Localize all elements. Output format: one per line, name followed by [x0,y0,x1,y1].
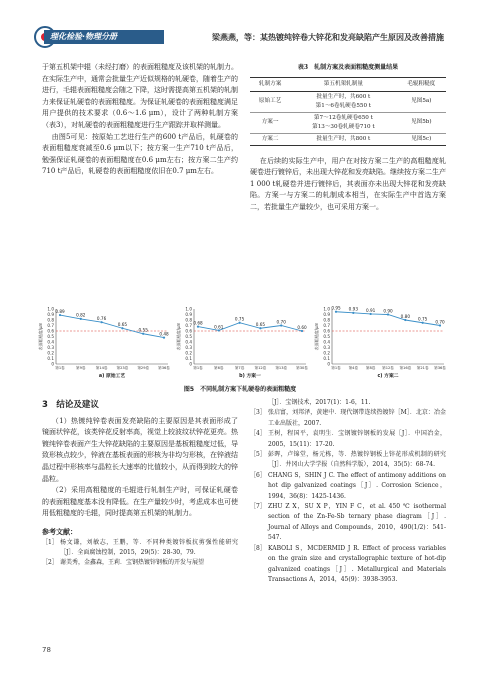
table-cell: 见图5b) [397,112,446,133]
reference-text: 王树，程国平，袁明生．宝钢镀锌钢板的发展［J］．中国冶金，2005，15(11)：17-20. [268,430,446,448]
table-cell-line: 第13～30卷轧硬卷710 t [312,123,375,130]
x-tick-label: 第12卷 [382,366,394,370]
data-point [197,326,199,328]
y-tick-label: 0.9 [323,312,330,317]
figure-5 [38,306,448,382]
x-tick-label: 第7卷 [234,366,245,370]
data-label: 0.60 [297,324,307,330]
table-cell [290,133,396,145]
y-tick-label: 0.6 [323,328,330,334]
data-point [259,327,261,329]
table-header: 第五机架轧制量 [290,77,396,91]
table-cell [290,112,396,133]
reference-text: 彭晖，卢锦堂，杨元栋，等．热镀锌钢板上锌花形成机制的研究［J］．井冈山大学学报（自然科学版），2014，35(5)：68-74. [268,451,446,469]
x-tick-label: 第14卷 [95,366,108,370]
y-tick-label: 1.0 [323,306,330,312]
y-tick-label: 0 [51,361,54,367]
table-caption: 表3 轧制方案及表面粗糙度测量结果 [297,64,399,71]
body-paragraph: （1）热镀纯锌卷表面发亮缺陷的主要原因是其表面形成了镜面状锌花，该类锌花反射率高，视觉上较波纹状锌花更亮。热镀纯锌卷表面产生大锌花缺陷的主要原因是基板粗糙度过低，导致形核点较少，锌液在基板表面的形核为非均匀形核，在锌液结晶过程中形核率与晶粒长大速率的比值较小，从而得到较大的锌晶粒。 [42,416,238,483]
y-tick-label: 0.2 [47,350,54,356]
y-tick-label: 0.3 [185,345,192,350]
y-tick-label: 0.7 [323,323,330,328]
x-tick-label: 第1卷 [55,366,65,370]
data-label: 0.91 [366,307,376,313]
data-point [404,319,406,321]
x-tick-label: 第6卷 [214,366,224,370]
table-cell: 见图5a) [411,98,432,105]
data-label: 0.90 [383,308,393,314]
x-tick-label: 第29卷 [137,366,150,370]
table-header: 轧制方案 [250,77,290,91]
y-tick-label: 0.1 [323,356,330,361]
body-paragraph: 由图5可见：按原始工艺进行生产的600 t产品后，轧硬卷的表面粗糙度衰减至0.6 μm以下；按方案一生产710 t产品后，勉强保证轧硬卷的表面粗糙度在0.6 μm左右；按方案二生产约710 t产品后，轧硬卷的表面粗糙度依旧在0.7 μm左右。 [42,132,238,176]
y-tick-label: 0.8 [323,317,330,323]
reference-text: 张启富，刘邦泽，黄建中．现代钢带连续热镀锌［M］．北京：冶金工业出版社，2007. [268,409,446,427]
table-cell-line: 批量生产时，共800 t [316,135,371,142]
left-column-top [42,62,238,178]
x-tick-label: 第36卷 [434,366,446,370]
running-head: 梁燕燕，等：某热镀纯锌卷大锌花和发亮缺陷产生原因及改善措施 [212,32,444,42]
table-cell: 方案一 [250,112,290,133]
reference-number: ［4］ [250,430,266,438]
y-tick-label: 0.8 [47,317,54,323]
y-tick-label: 0 [327,361,330,367]
data-point [121,327,123,329]
table-row [250,133,446,145]
reference-item [250,502,446,544]
body-paragraph: 在后续的实际生产中，用户在对按方案二生产的高粗糙度轧硬卷进行镀锌后，未出现大锌花和发亮缺陷。继续按方案二生产1 000 t轧硬卷并进行镀锌后，其表面亦未出现大锌花和发亮缺陷。方案一与方案二的轧制成本相当，在实际生产中首选方案二，若批量生产量较少，也可采用方案一。 [250,156,446,211]
x-tick-label: 第36卷 [158,366,170,370]
data-point [387,313,389,315]
x-tick-label: 第1卷 [331,366,341,370]
y-tick-label: 0.7 [47,323,54,328]
page-header [0,0,480,50]
data-label: 0.75 [234,316,245,322]
chart-title: b) 方案一 [239,374,261,379]
right-column-bottom [250,398,446,585]
data-label: 0.70 [435,319,445,325]
reference-item [250,408,446,429]
reference-item [42,538,238,559]
data-label: 0.65 [117,322,128,328]
section-title: 3 结论及建议 [42,400,99,410]
reference-text: 杨文谦，刘敏志，王鹏，等．不同种类镀锌板抗剪强性能研究［J］．全面腐蚀控制，2015，29(5)：28-30，79. [60,538,238,556]
data-label: 0.75 [418,316,428,322]
chart-a [38,306,172,382]
table-cell-line: 第7～12卷轧硬卷650 t [313,114,373,121]
x-tick-label: 第16卷 [399,366,412,370]
y-axis-label: 表面粗糙度/μm [314,322,319,351]
data-point [218,329,220,331]
data-label: 0.68 [193,320,203,326]
data-point [163,337,165,339]
y-tick-label: 0.9 [185,312,192,317]
y-tick-label: 0.2 [323,350,330,356]
y-tick-label: 1.0 [47,306,54,312]
data-point [439,324,441,326]
left-column-bottom [42,400,238,569]
data-point [352,312,354,314]
y-tick-label: 0.6 [47,328,54,334]
y-tick-label: 0.3 [47,345,54,350]
x-tick-label: 第13卷 [275,366,288,370]
data-point [422,322,424,324]
data-label: 0.89 [55,308,65,314]
y-tick-label: 0.4 [47,339,54,345]
y-tick-label: 1.0 [185,306,192,312]
data-label: 0.61 [214,324,224,330]
x-tick-label: 第30卷 [296,366,308,370]
data-label: 0.55 [138,327,148,333]
right-column-top [250,62,446,214]
figure-caption: 图5 不同轧制方案下轧硬卷的表面粗糙度 [183,386,297,393]
y-tick-label: 0.5 [185,334,192,339]
table-cell-line: 第1～6卷轧硬卷550 t [315,102,372,109]
y-tick-label: 0.4 [185,339,192,345]
reference-number: ［7］ [250,503,266,511]
table-row [250,112,446,133]
data-label: 0.82 [76,312,86,318]
data-point [142,333,144,335]
x-tick-label: 第1卷 [193,366,203,370]
y-tick-label: 0.1 [47,356,54,361]
reference-text: CHANG S，SHIN J C. The effect of antimony additions on hot dip galvanized coatings［J］. Corrosion Science，1994，36(8)：1425-1436. [268,471,446,500]
data-point [80,318,82,320]
reference-text: 谢美秀，金鑫森，王莉．宝钢热镀锌钢板的开发与展望 [60,559,205,567]
x-tick-label: 第4卷 [348,366,359,370]
reference-number: ［3］ [250,409,266,417]
reference-item [250,471,446,502]
table-cell: 原始工艺 [258,98,282,105]
x-tick-label: 第9卷 [76,366,86,370]
journal-logo-text: 理化检验·物理分册 [44,30,164,44]
y-tick-label: 0.4 [323,339,330,345]
chart-c [314,306,448,382]
chart-title: c) 方案二 [377,374,399,379]
body-paragraph: （2）采用高粗糙度的毛辊进行轧制生产时，可保证轧硬卷的表面粗糙度基本没有降低。在生产量较少时，考虑成本也可使用低粗糙度的毛辊，同时提高第五机架的轧制力。 [42,486,238,518]
table-cell: 方案二 [250,133,290,145]
table-cell: 见图5c) [397,133,446,145]
chart-b [176,306,310,382]
data-label: 0.65 [255,322,266,328]
y-axis-label: 表面粗糙度/μm [38,322,43,351]
reference-text: ［J］．宝钢技术，2017(1)：1-6，11. [268,399,371,406]
data-point [301,330,303,332]
reference-number [250,398,268,408]
data-label: 0.70 [276,319,286,325]
table-cell-line: 批量生产时，共600 t [316,93,371,100]
y-tick-label: 0 [189,361,192,367]
table-cell [290,91,396,112]
y-tick-label: 0.3 [323,345,330,350]
data-point [239,322,241,324]
series-line [60,312,164,338]
data-label: 0.93 [348,306,358,312]
x-tick-label: 第23卷 [116,366,129,370]
reference-number: ［8］ [250,544,266,552]
y-tick-label: 0.5 [47,334,54,339]
reference-number: ［6］ [250,471,266,479]
data-label: 0.80 [400,313,410,319]
y-tick-label: 0.9 [47,312,54,317]
y-tick-label: 0.5 [323,334,330,339]
data-label: 0.48 [159,331,169,337]
table-3 [250,77,446,146]
data-label: 0.76 [96,316,107,321]
data-point [101,321,103,323]
reference-number: ［5］ [250,451,266,459]
chart-title: a) 原始工艺 [98,374,126,379]
reference-text: KABOLI S，MCDERMID J R. Effect of process variables on the grain size and crystallographic texture of hot-dip galvanized coatings［J］. Metallurgical and Materials Transactions A，2014，45(9)：3938-3953. [268,544,446,583]
x-tick-label: 第21卷 [416,366,429,370]
data-point [370,313,372,315]
references-title: 参考文献： [42,526,77,536]
reference-item [250,429,446,450]
data-point [280,324,282,326]
data-label: 0.95 [331,306,341,311]
reference-item [42,558,238,568]
y-tick-label: 0.8 [185,317,192,323]
x-tick-label: 第12卷 [254,366,267,370]
y-axis-label: 表面粗糙度/μm [176,322,181,351]
x-tick-label: 第8卷 [365,366,376,370]
y-tick-label: 0.6 [185,328,192,334]
reference-item [250,398,446,408]
data-point [59,314,61,316]
reference-item [250,544,446,586]
data-point [335,311,337,313]
reference-number: ［2］ [42,559,58,567]
page-number: 78 [42,646,51,654]
reference-item [250,450,446,471]
reference-text: ZHU Z X，SU X P，YIN F C，et al. 450 ℃ isothermal section of the Zn-Fe-Sb ternary phase diagram［J］. Journal of Alloys and Compounds，2010，490(1/2)：541-547. [268,503,446,542]
table-row [250,91,446,112]
table-header: 毛辊粗糙度 [397,77,446,91]
body-paragraph: 于第五机架中辊（未经打磨）的表面粗糙度及该机架的轧制力。在实际生产中，通常会批量生产近似规格的轧硬卷，随着生产的进行，毛辊表面粗糙度会随之下降，这时需提高第五机架的轧制力来保证轧硬卷的表面粗糙度。为保证轧硬卷的表面粗糙度满足用户提供的技术要求（0.6～1.6 μm），设计了两种轧制方案（表3），对轧硬卷的表面粗糙度进行生产跟踪并取样测量。 [42,63,238,129]
reference-number: ［1］ [42,538,58,546]
y-tick-label: 0.1 [185,356,192,361]
y-tick-label: 0.7 [185,323,192,328]
y-tick-label: 0.2 [185,350,192,356]
